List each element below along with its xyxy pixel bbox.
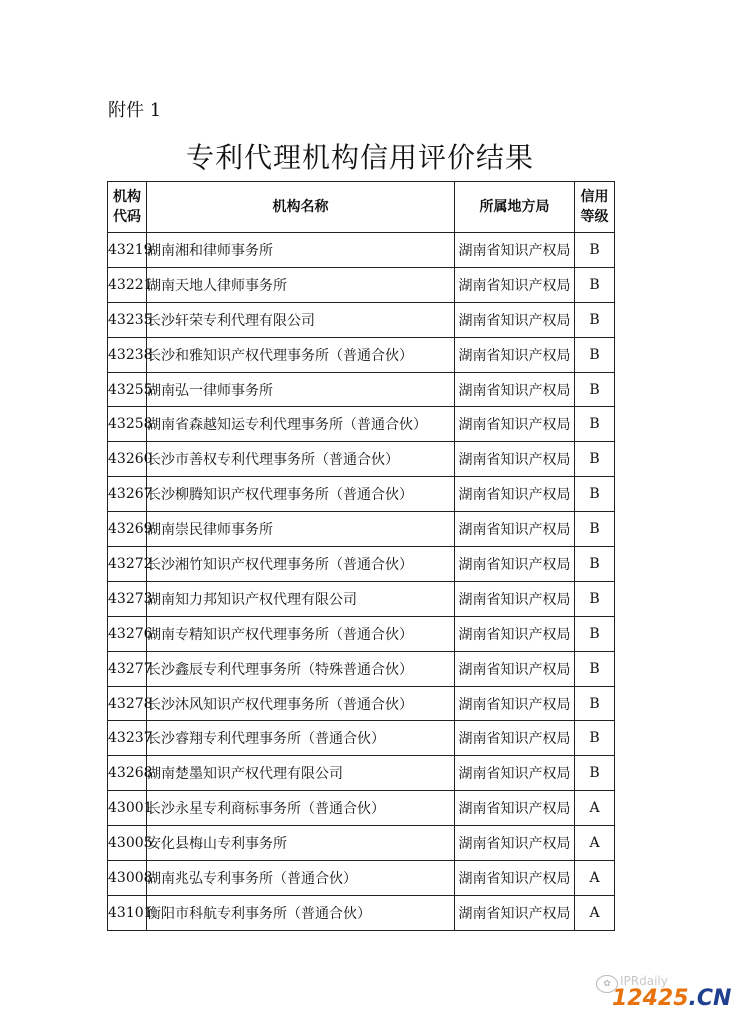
region-cell: 湖南省知识产权局 xyxy=(455,512,575,547)
region-cell: 湖南省知识产权局 xyxy=(455,756,575,791)
code-cell: 43005 xyxy=(108,826,147,861)
table-body xyxy=(108,233,615,931)
region-cell: 湖南省知识产权局 xyxy=(455,233,575,268)
code-cell: 43277 xyxy=(108,651,147,686)
header-grade-line1: 信用 xyxy=(580,189,609,205)
name-cell: 长沙柳腾知识产权代理事务所（普通合伙） xyxy=(147,477,455,512)
code-cell: 43008 xyxy=(108,861,147,896)
region-cell: 湖南省知识产权局 xyxy=(455,547,575,582)
region-cell: 湖南省知识产权局 xyxy=(455,337,575,372)
header-name: 机构名称 xyxy=(147,182,455,233)
table-row xyxy=(108,407,615,442)
code-cell: 43235 xyxy=(108,302,147,337)
code-cell: 43237 xyxy=(108,721,147,756)
grade-cell: B xyxy=(575,686,615,721)
grade-cell: B xyxy=(575,616,615,651)
code-cell: 43101 xyxy=(108,895,147,930)
header-code-line1: 机构 xyxy=(113,189,141,205)
grade-cell: B xyxy=(575,267,615,302)
code-cell: 43276 xyxy=(108,616,147,651)
name-cell: 安化县梅山专利事务所 xyxy=(147,826,455,861)
code-cell: 43258 xyxy=(108,407,147,442)
code-cell: 43255 xyxy=(108,372,147,407)
grade-cell: B xyxy=(575,407,615,442)
header-code-line2: 代码 xyxy=(113,209,141,225)
region-cell: 湖南省知识产权局 xyxy=(455,686,575,721)
grade-cell: B xyxy=(575,477,615,512)
header-region: 所属地方局 xyxy=(455,182,575,233)
grade-cell: B xyxy=(575,512,615,547)
region-cell: 湖南省知识产权局 xyxy=(455,791,575,826)
header-code xyxy=(108,182,147,233)
grade-cell: A xyxy=(575,791,615,826)
table-row xyxy=(108,477,615,512)
region-cell: 湖南省知识产权局 xyxy=(455,372,575,407)
wechat-icon: ✿ xyxy=(596,975,618,993)
table-row xyxy=(108,651,615,686)
table-row xyxy=(108,442,615,477)
region-cell: 湖南省知识产权局 xyxy=(455,616,575,651)
name-cell: 湖南知力邦知识产权代理有限公司 xyxy=(147,581,455,616)
name-cell: 长沙轩荣专利代理有限公司 xyxy=(147,302,455,337)
region-cell: 湖南省知识产权局 xyxy=(455,895,575,930)
credit-rating-table xyxy=(107,181,615,931)
grade-cell: B xyxy=(575,372,615,407)
table-row xyxy=(108,512,615,547)
region-cell: 湖南省知识产权局 xyxy=(455,651,575,686)
name-cell: 湖南弘一律师事务所 xyxy=(147,372,455,407)
table-row xyxy=(108,581,615,616)
name-cell: 湖南湘和律师事务所 xyxy=(147,233,455,268)
name-cell: 长沙睿翔专利代理事务所（普通合伙） xyxy=(147,721,455,756)
grade-cell: B xyxy=(575,337,615,372)
grade-cell: B xyxy=(575,721,615,756)
name-cell: 湖南天地人律师事务所 xyxy=(147,267,455,302)
code-cell: 43272 xyxy=(108,547,147,582)
grade-cell: B xyxy=(575,547,615,582)
table-row xyxy=(108,826,615,861)
table-row xyxy=(108,267,615,302)
table-row xyxy=(108,686,615,721)
table-row xyxy=(108,791,615,826)
region-cell: 湖南省知识产权局 xyxy=(455,302,575,337)
name-cell: 长沙永星专利商标事务所（普通合伙） xyxy=(147,791,455,826)
code-cell: 43267 xyxy=(108,477,147,512)
code-cell: 43269 xyxy=(108,512,147,547)
header-grade xyxy=(575,182,615,233)
region-cell: 湖南省知识产权局 xyxy=(455,442,575,477)
name-cell: 长沙和雅知识产权代理事务所（普通合伙） xyxy=(147,337,455,372)
name-cell: 湖南兆弘专利事务所（普通合伙） xyxy=(147,861,455,896)
name-cell: 湖南专精知识产权代理事务所（普通合伙） xyxy=(147,616,455,651)
table-row xyxy=(108,372,615,407)
table-row xyxy=(108,721,615,756)
table-header-row xyxy=(108,182,615,233)
name-cell: 衡阳市科航专利事务所（普通合伙） xyxy=(147,895,455,930)
code-cell: 43221 xyxy=(108,267,147,302)
logo-suffix: .CN xyxy=(688,986,731,1011)
name-cell: 长沙沐风知识产权代理事务所（普通合伙） xyxy=(147,686,455,721)
code-cell: 43278 xyxy=(108,686,147,721)
grade-cell: B xyxy=(575,442,615,477)
grade-cell: A xyxy=(575,826,615,861)
name-cell: 长沙市善权专利代理事务所（普通合伙） xyxy=(147,442,455,477)
code-cell: 43219 xyxy=(108,233,147,268)
region-cell: 湖南省知识产权局 xyxy=(455,826,575,861)
name-cell: 湖南省森越知运专利代理事务所（普通合伙） xyxy=(147,407,455,442)
region-cell: 湖南省知识产权局 xyxy=(455,267,575,302)
region-cell: 湖南省知识产权局 xyxy=(455,581,575,616)
logo-main: 12425 xyxy=(612,986,689,1011)
table-row xyxy=(108,337,615,372)
region-cell: 湖南省知识产权局 xyxy=(455,407,575,442)
site-logo xyxy=(612,986,731,1011)
table-row xyxy=(108,547,615,582)
table-row xyxy=(108,302,615,337)
table-row xyxy=(108,861,615,896)
grade-cell: B xyxy=(575,651,615,686)
name-cell: 湖南崇民律师事务所 xyxy=(147,512,455,547)
name-cell: 长沙湘竹知识产权代理事务所（普通合伙） xyxy=(147,547,455,582)
header-grade-line2: 等级 xyxy=(580,209,609,225)
grade-cell: B xyxy=(575,756,615,791)
code-cell: 43260 xyxy=(108,442,147,477)
table-row xyxy=(108,895,615,930)
grade-cell: A xyxy=(575,861,615,896)
table-row xyxy=(108,756,615,791)
name-cell: 湖南楚墨知识产权代理有限公司 xyxy=(147,756,455,791)
grade-cell: B xyxy=(575,233,615,268)
watermark-text: IPRdaily xyxy=(620,974,668,988)
code-cell: 43001 xyxy=(108,791,147,826)
table-row xyxy=(108,233,615,268)
grade-cell: B xyxy=(575,581,615,616)
region-cell: 湖南省知识产权局 xyxy=(455,721,575,756)
name-cell: 长沙鑫辰专利代理事务所（特殊普通合伙） xyxy=(147,651,455,686)
code-cell: 43273 xyxy=(108,581,147,616)
attachment-label: 附件 1 xyxy=(108,100,162,121)
code-cell: 43238 xyxy=(108,337,147,372)
document-title: 专利代理机构信用评价结果 xyxy=(185,141,534,174)
grade-cell: A xyxy=(575,895,615,930)
region-cell: 湖南省知识产权局 xyxy=(455,477,575,512)
code-cell: 43268 xyxy=(108,756,147,791)
table-row xyxy=(108,616,615,651)
region-cell: 湖南省知识产权局 xyxy=(455,861,575,896)
grade-cell: B xyxy=(575,302,615,337)
